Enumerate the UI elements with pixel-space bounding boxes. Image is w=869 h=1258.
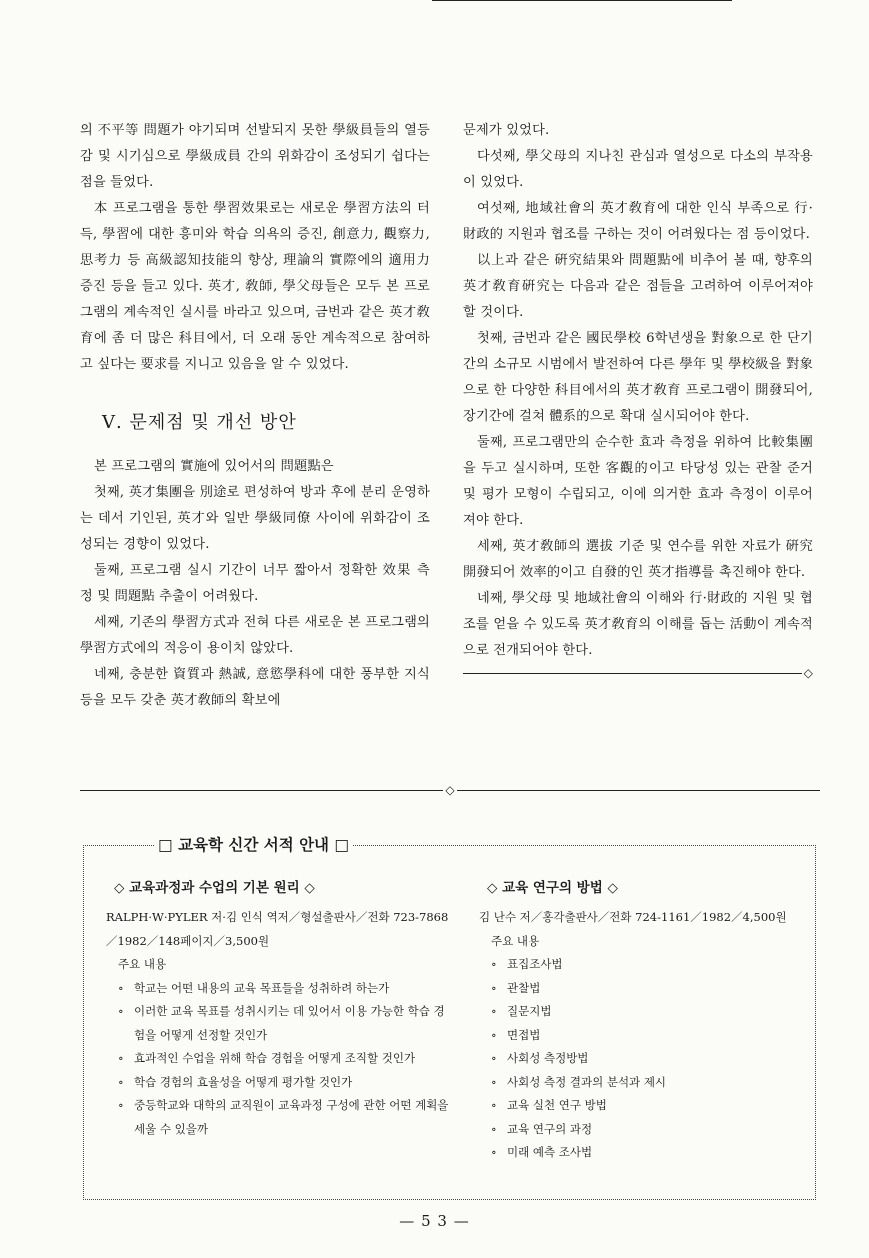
rule-line (80, 790, 443, 791)
list-item: ∘ 표집조사법 (479, 953, 804, 977)
paragraph: 다섯째, 學父母의 지나친 관심과 열성으로 다소의 부작용이 있었다. (463, 149, 813, 190)
book-info: 김 난수 저／홍각출판사／전화 724-1161／1982／4,500원 (479, 910, 787, 924)
list-item: ∘ 면접법 (479, 1024, 804, 1048)
list-item: ∘ 관찰법 (479, 977, 804, 1001)
section-heading: Ⅴ. 문제점 및 개선 방안 (102, 412, 297, 433)
section-divider (80, 783, 820, 797)
list-item: ∘ 사회성 측정방법 (479, 1047, 804, 1071)
square-icon: □ (158, 836, 173, 854)
notice-title-text: 교육학 신간 서적 안내 (178, 836, 330, 854)
list-item: ∘ 중등학교와 대학의 교직원이 교육과정 구성에 관한 어떤 계획을 세울 수 있을까 (106, 1094, 456, 1141)
contents-label: 주요 내용 (118, 957, 167, 971)
list-item: ∘ 질문지법 (479, 1000, 804, 1024)
contents-label: 주요 내용 (491, 933, 540, 948)
article-end-rule (463, 666, 813, 680)
list-item: ∘ 효과적인 수업을 위해 학습 경험을 어떻게 조직할 것인가 (106, 1047, 456, 1071)
book-entry (479, 876, 804, 1165)
book-title: ◇ 교육 연구의 방법 ◇ (487, 880, 618, 896)
diamond-icon: ◇ (445, 783, 455, 797)
paragraph: 네째, 충분한 資質과 熱誠, 意慾學科에 대한 풍부한 지식 등을 모두 갖춘 英才敎師의 확보에 (80, 667, 430, 708)
paragraph: 세째, 기존의 學習方式과 전혀 다른 새로운 본 프로그램의 學習方式에의 적응이 용이치 않았다. (80, 615, 430, 656)
square-icon: □ (334, 836, 350, 854)
list-item: ∘ 미래 예측 조사법 (479, 1141, 804, 1165)
book-title: ◇ 교육과정과 수업의 기본 원리 ◇ (114, 880, 315, 896)
paragraph: 의 不平等 問題가 야기되며 선발되지 못한 學級員들의 열등감 및 시기심으로 學級成員 간의 위화감이 조성되기 쉽다는 점을 들었다. (80, 123, 430, 190)
paragraph: 以上과 같은 硏究結果와 問題點에 비추어 볼 때, 향후의 英才敎育硏究는 다음과 같은 점들을 고려하여 이루어져야 할 것이다. (463, 253, 813, 320)
rule-line (463, 673, 802, 674)
paragraph: 여섯째, 地域社會의 英才敎育에 대한 인식 부족으로 行·財政的 지원과 협조를 구하는 것이 어려웠다는 점 등이었다. (463, 201, 813, 242)
list-item: ∘ 교육 실천 연구 방법 (479, 1094, 804, 1118)
notice-title (154, 833, 353, 857)
left-column (80, 118, 430, 714)
list-item: ∘ 학교는 어떤 내용의 교육 목표들을 성취하려 하는가 (106, 977, 456, 1001)
right-column (463, 118, 813, 680)
new-books-notice (83, 836, 816, 1200)
diamond-icon: ◇ (803, 666, 813, 680)
paragraph: 네째, 學父母 및 地域社會의 이해와 行·財政的 지원 및 협조를 얻을 수 있도록 英才敎育의 이해를 돕는 活動이 계속적으로 전개되어야 한다. (463, 591, 813, 658)
paragraph: 본 프로그램의 實施에 있어서의 問題點은 (94, 459, 334, 474)
paragraph: 세째, 英才敎師의 選拔 기준 및 연수를 위한 자료가 硏究 開發되어 效率的이고 自發的인 英才指導를 촉진해야 한다. (463, 539, 813, 580)
book-info: RALPH·W·PYLER 저·김 인식 역저／형설출판사／전화 723-7868／1982／148페이지／3,500원 (106, 910, 449, 948)
page-number: — 5 3 — (399, 1212, 470, 1230)
list-item: ∘ 사회성 측정 결과의 분석과 제시 (479, 1071, 804, 1095)
paragraph: 둘째, 프로그램 실시 기간이 너무 짧아서 정확한 效果 측정 및 問題點 추출이 어려웠다. (80, 563, 430, 604)
book-entry (106, 876, 456, 1141)
contents-list (479, 953, 804, 1165)
paragraph: 문제가 있었다. (463, 123, 550, 138)
list-item: ∘ 교육 연구의 과정 (479, 1118, 804, 1142)
rule-line (457, 790, 820, 791)
paragraph: 첫째, 금번과 같은 國民學校 6학년생을 對象으로 한 단기간의 소규모 시범에서 발전하여 다른 學年 및 學校級을 對象으로 한 다양한 科目에서의 英才敎育 프로그램이 開發되어, 장기간에 걸쳐 體系的으로 확대 실시되어야 한다. (463, 331, 813, 424)
paragraph: 둘째, 프로그램만의 순수한 효과 측정을 위하여 比較集團을 두고 실시하며, 또한 客觀的이고 타당성 있는 관찰 준거 및 평가 모형이 수립되고, 이에 의거한 효과 측정이 이루어져야 한다. (463, 435, 813, 528)
paragraph: 本 프로그램을 통한 學習效果로는 새로운 學習方法의 터득, 學習에 대한 흥미와 학습 의욕의 증진, 創意力, 觀察力, 思考力 등 高級認知技能의 향상, 理論의 實際에의 適用力 증진 등을 들고 있다. 英才, 敎師, 學父母들은 모두 본 프로그램의 계속적인 실시를 바라고 있으며, 금번과 같은 英才敎育에 좀 더 많은 科目에서, 더 오래 동안 계속적으로 참여하고 싶다는 要求를 지니고 있음을 알 수 있었다. (80, 201, 430, 372)
paragraph: 첫째, 英才集團을 別途로 편성하여 방과 후에 분리 운영하는 데서 기인된, 英才와 일반 學級同僚 사이에 위화감이 조성되는 경향이 있었다. (80, 485, 430, 552)
list-item: ∘ 이러한 교육 목표를 성취시키는 데 있어서 이용 가능한 학습 경험을 어떻게 선정할 것인가 (106, 1000, 456, 1047)
contents-list (106, 977, 456, 1142)
top-rule (432, 0, 732, 1)
list-item: ∘ 학습 경험의 효율성을 어떻게 평가할 것인가 (106, 1071, 456, 1095)
